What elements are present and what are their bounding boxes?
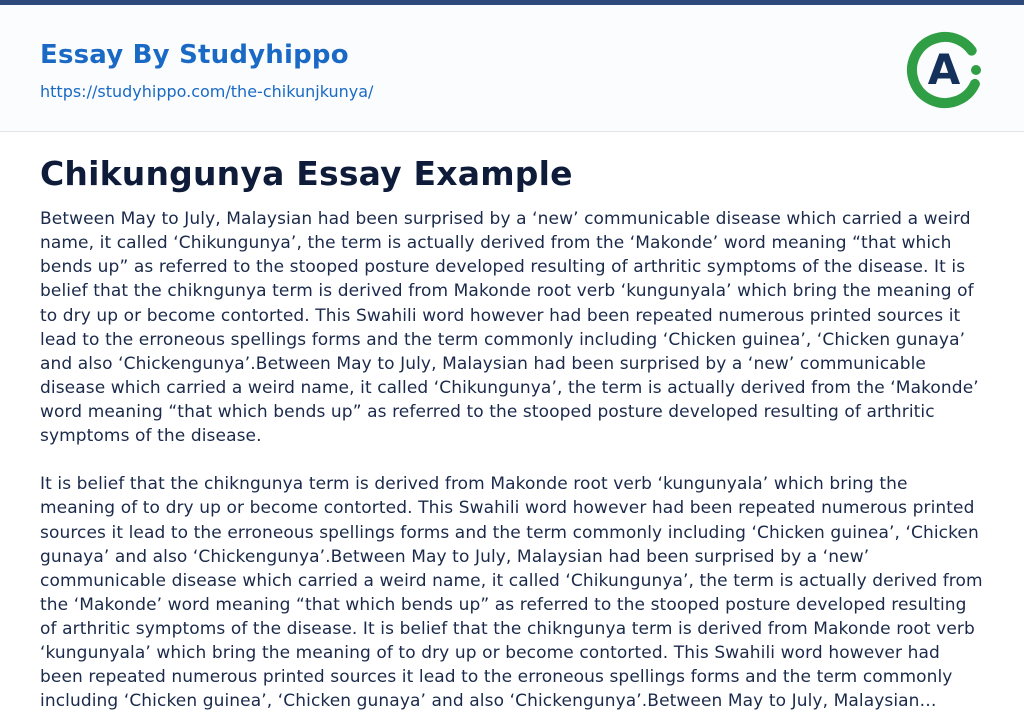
article-body (40, 207, 984, 714)
article-paragraph: It is belief that the chikngunya term is derived from Makonde root verb ‘kungunyala’ which bring the meaning of to dry up or become contorted. This Swahili word however had been repeated numerous printed sources it lead to the erroneous spellings forms and the term commonly including ‘Chicken guinea’, ‘Chicken gunaya’ and also ‘Chickengunya’.Between May to July, Malaysian had been surprised by a ‘new’ communicable disease which carried a weird name, it called ‘Chikungunya’, the term is actually derived from the ‘Makonde’ word meaning “that which bends up” as referred to the stooped posture developed resulting of arthritic symptoms of the disease. It is belief that the chikngunya term is derived from Makonde root verb ‘kungunyala’ which bring the meaning of to dry up or become contorted. This Swahili word however had been repeated numerous printed sources it lead to the erroneous spellings forms and the term commonly including ‘Chicken guinea’, ‘Chicken gunaya’ and also ‘Chickengunya’.Between May to July, Malaysian… (40, 474, 983, 712)
page-header (0, 5, 1024, 132)
article (0, 132, 1024, 714)
header-text-block (40, 40, 373, 101)
logo-letter: A (927, 45, 961, 94)
studyhippo-logo-icon (906, 31, 984, 109)
site-title: Essay By Studyhippo (40, 39, 349, 70)
source-url-link[interactable]: https://studyhippo.com/the-chikunjkunya/ (40, 81, 374, 101)
article-title: Chikungunya Essay Example (40, 154, 573, 193)
article-paragraph: Between May to July, Malaysian had been surprised by a ‘new’ communicable disease which carried a weird name, it called ‘Chikungunya’, the term is actually derived from the ‘Makonde’ word meaning “that which bends up” as referred to the stooped posture developed resulting of arthritic symptoms of the disease. It is belief that the chikngunya term is derived from Makonde root verb ‘kungunyala’ which bring the meaning of to dry up or become contorted. This Swahili word however had been repeated numerous printed sources it lead to the erroneous spellings forms and the term commonly including ‘Chicken guinea’, ‘Chicken gunaya’ and also ‘Chickengunya’.Between May to July, Malaysian had been surprised by a ‘new’ communicable disease which carried a weird name, it called ‘Chikungunya’, the term is actually derived from the ‘Makonde’ word meaning “that which bends up” as referred to the stooped posture developed resulting of arthritic symptoms of the disease. (40, 209, 979, 447)
